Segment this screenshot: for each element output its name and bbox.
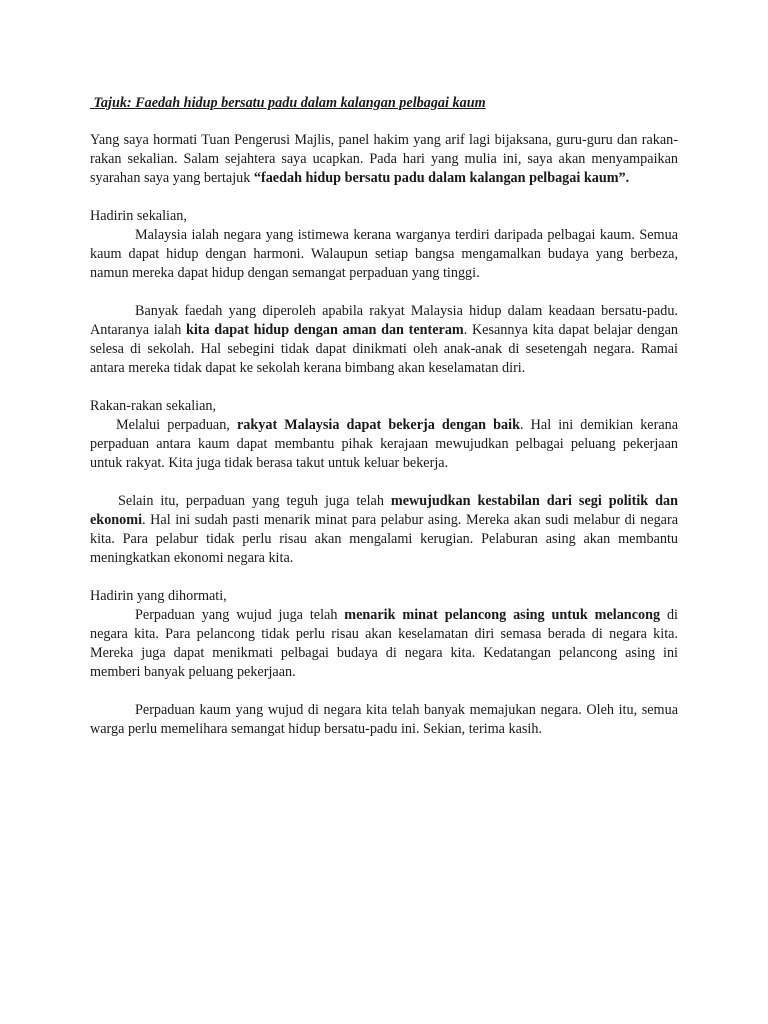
point-aman-tenteram: kita dapat hidup dengan aman dan tenteram bbox=[185, 322, 464, 338]
document-page bbox=[90, 94, 678, 739]
paragraph-bekerja-text-a: Melalui perpaduan, bbox=[116, 417, 237, 433]
paragraph-bekerja-text-b: . Hal ini demikian kerana perpaduan antara kaum dapat membantu pihak kerajaan mewujudkan pelbagai peluang pekerjaan untuk rakyat. Kita juga tidak berasa takut untuk keluar bekerja. bbox=[90, 417, 679, 471]
spacer bbox=[90, 188, 678, 207]
intro-speech-title: “faedah hidup bersatu padu dalam kalangan pelbagai kaum”. bbox=[253, 170, 630, 186]
point-kestabilan-politik-ekonomi: mewujudkan kestabilan dari segi politik dan ekonomi bbox=[90, 493, 679, 528]
spacer bbox=[90, 283, 678, 302]
paragraph-pelancong-text-a: Perpaduan yang wujud juga telah bbox=[135, 607, 345, 623]
paragraph-bekerja bbox=[90, 416, 678, 473]
paragraph-malaysia: Malaysia ialah negara yang istimewa kerana warganya terdiri daripada pelbagai kaum. Semua kaum dapat hidup dengan harmoni. Walaupun setiap bangsa mengamalkan budaya yang berbeza, namun mereka dapat hidup dengan semangat perpaduan yang tinggi. bbox=[90, 227, 678, 281]
paragraph-kestabilan-text-a: Selain itu, perpaduan yang teguh juga telah bbox=[118, 493, 391, 509]
spacer bbox=[90, 568, 678, 587]
greeting-rakan-rakan: Rakan-rakan sekalian, bbox=[90, 398, 217, 414]
paragraph-pelancong bbox=[90, 606, 678, 682]
greeting-hadirin-dihormati: Hadirin yang dihormati, bbox=[90, 588, 227, 604]
spacer bbox=[90, 682, 678, 701]
point-bekerja-dengan-baik: rakyat Malaysia dapat bekerja dengan baik bbox=[236, 417, 520, 433]
paragraph-faedah bbox=[90, 302, 678, 378]
paragraph-kestabilan bbox=[90, 492, 678, 568]
intro-paragraph bbox=[90, 131, 678, 188]
paragraph-faedah-text-a: Banyak faedah yang diperoleh apabila rakyat Malaysia hidup dalam keadaan bersatu-padu. Antaranya ialah bbox=[90, 303, 678, 338]
paragraph-faedah-text-b: . Kesannya kita dapat belajar dengan selesa di sekolah. Hal sebegini tidak dapat dinikmati oleh anak-anak di sesetengah negara. Ramai antara mereka tidak dapat ke sekolah kerana bimbang akan keselamatan diri. bbox=[90, 322, 679, 376]
paragraph-penutup: Perpaduan kaum yang wujud di negara kita telah banyak memajukan negara. Oleh itu, semua warga perlu memelihara semangat hidup bersatu-padu ini. Sekian, terima kasih. bbox=[90, 702, 678, 737]
document-title: Tajuk: Faedah hidup bersatu padu dalam kalangan pelbagai kaum bbox=[90, 95, 486, 111]
intro-text: Yang saya hormati Tuan Pengerusi Majlis, panel hakim yang arif lagi bijaksana, guru-guru dan rakan-rakan sekalian. Salam sejahtera saya ucapkan. Pada hari yang mulia ini, saya akan menyampaikan syarahan saya yang bertajuk bbox=[90, 132, 678, 186]
paragraph-pelancong-text-b: di negara kita. Para pelancong tidak perlu risau akan keselamatan diri semasa berada di negara kita. Mereka juga dapat menikmati pelbagai budaya di negara kita. Kedatangan pelancong asing ini memberi banyak peluang pekerjaan. bbox=[90, 607, 678, 680]
paragraph-kestabilan-text-b: . Hal ini sudah pasti menarik minat para pelabur asing. Mereka akan sudi melabur di negara kita. Para pelabur tidak perlu risau akan mengalami kerugian. Pelaburan asing akan membantu meningkatkan ekonomi negara kita. bbox=[90, 512, 678, 566]
greeting-hadirin-sekalian: Hadirin sekalian, bbox=[90, 208, 187, 224]
spacer bbox=[90, 378, 678, 397]
spacer bbox=[90, 473, 678, 492]
point-minat-pelancong: menarik minat pelancong asing untuk melancong bbox=[344, 607, 661, 623]
